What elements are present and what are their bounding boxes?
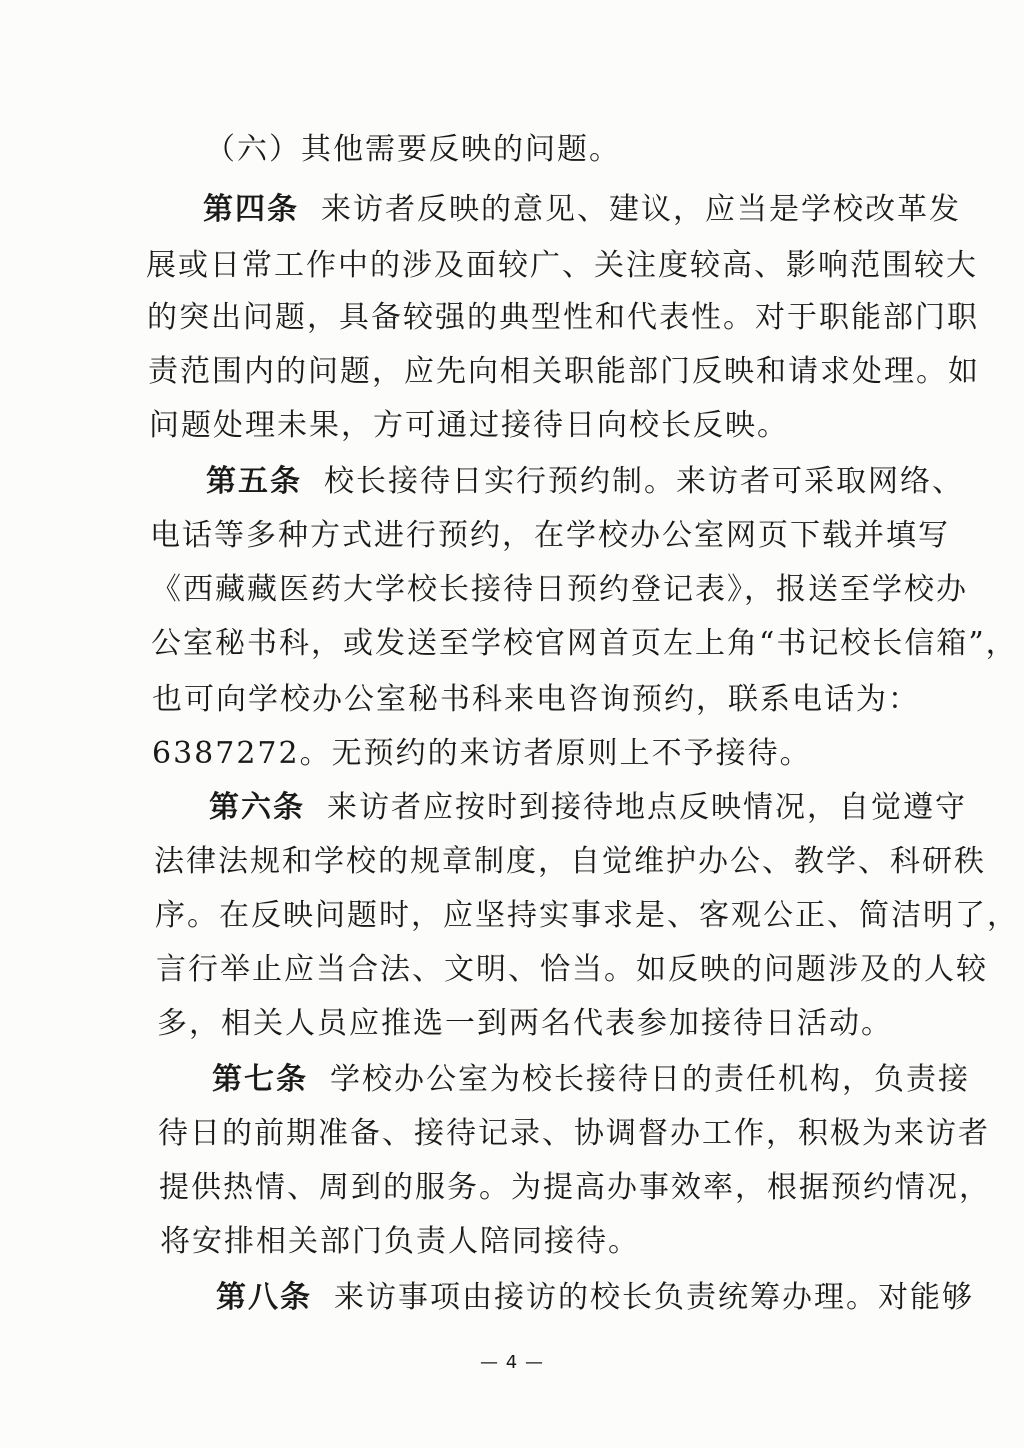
article-5-label: 第五条 [206, 464, 302, 499]
body-line-21: 将安排相关部门负责人陪同接待。 [160, 1224, 640, 1259]
article-7-heading-line: 第七条 学校办公室为校长接待日的责任机构，负责接 [212, 1062, 970, 1097]
body-line-14: 法律法规和学校的规章制度，自觉维护办公、教学、科研秩 [154, 844, 986, 879]
body-line-8: 电话等多种方式进行预约，在学校办公室网页下载并填写 [150, 518, 950, 553]
page-number: — 4 — [480, 1352, 544, 1373]
article-4-label: 第四条 [203, 192, 299, 227]
body-line-3: 展或日常工作中的涉及面较广、关注度较高、影响范围较大 [146, 248, 978, 283]
body-line-4: 的突出问题，具备较强的典型性和代表性。对于职能部门职 [147, 300, 979, 335]
article-5-heading-line: 第五条 校长接待日实行预约制。来访者可采取网络、 [206, 464, 964, 499]
body-line-11: 也可向学校办公室秘书科来电咨询预约，联系电话为： [152, 682, 920, 717]
body-line-15: 序。在反映问题时，应坚持实事求是、客观公正、简洁明了， [155, 898, 1019, 933]
article-7-label: 第七条 [212, 1062, 308, 1097]
body-line-12: 6387272。无预约的来访者原则上不予接待。 [152, 736, 812, 771]
body-line-10: 公室秘书科，或发送至学校官网首页左上角“书记校长信箱”， [151, 626, 1018, 661]
body-line-1: （六）其他需要反映的问题。 [205, 132, 621, 167]
body-line-20: 提供热情、周到的服务。为提高办事效率，根据预约情况， [159, 1170, 991, 1205]
body-line-6: 问题处理未果，方可通过接待日向校长反映。 [149, 408, 789, 443]
article-4-heading-line: 第四条 来访者反映的意见、建议，应当是学校改革发 [203, 192, 961, 227]
article-6-label: 第六条 [209, 790, 305, 825]
body-line-19: 待日的前期准备、接待记录、协调督办工作，积极为来访者 [158, 1116, 990, 1151]
article-8-label: 第八条 [216, 1280, 312, 1315]
body-line-9: 《西藏藏医药大学校长接待日预约登记表》，报送至学校办 [151, 572, 968, 607]
body-line-5: 责范围内的问题，应先向相关职能部门反映和请求处理。如 [148, 354, 980, 389]
article-8-heading-line: 第八条 来访事项由接访的校长负责统筹办理。对能够 [216, 1280, 974, 1315]
body-line-17: 多，相关人员应推选一到两名代表参加接待日活动。 [157, 1006, 893, 1041]
article-6-heading-line: 第六条 来访者应按时到接待地点反映情况，自觉遵守 [209, 790, 967, 825]
body-line-16: 言行举止应当合法、文明、恰当。如反映的问题涉及的人较 [156, 952, 988, 987]
